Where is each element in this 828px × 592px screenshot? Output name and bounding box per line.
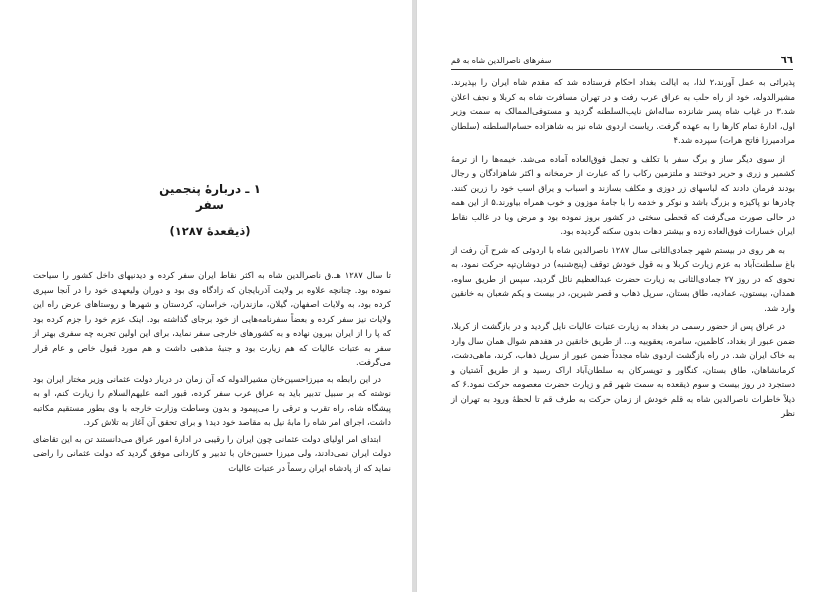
paragraph: از سوی دیگر ساز و برگ سفر با تکلف و تجمل فوق‌العاده آماده می‌شد. خیمه‌ها را از ترمهٔ کشمیر و زری و حریر دوختند و ملتزمین رکاب را که عبارت از حرمخانه و اکثر شاهزادگان و رجال بودند فرمان دادند که لباسهای زر دوزی و مکلف بسازند و اسباب و یراق اسب خود را زرین کنند. چادرها نو پاکیزه و بزرگ باشد و نوکر و خدمه را با جامهٔ موزون و خوب همراه بیاورند.۵ از این همه در حالی صورت می‌گرفت که قحطی سختی در کشور بروز نموده بود و مرض وبا در غالب نقاط ایران خسارات فوق‌العاده زده و بیشتر دهات بدون سکنه گردیده بود.	[451, 153, 796, 236]
chapter-subtitle: (ذیقعدهٔ ۱۲۸۷)	[169, 224, 251, 238]
right-page	[416, 0, 828, 592]
paragraph: به هر روی در بیستم شهر جمادی‌الثانی سال ۱۲۸۷ ناصرالدین شاه با اردوئی که شرح آن رفت از باغ سلطنت‌آباد به عزم زیارت کربلا و به قول خودش توقف (پنج‌شنبه) در دوشان‌تپه حرکت نمود، به نحوی که در روز ۲۷ جمادی‌الثانی به زیارت حضرت عبدالعظیم نائل گردید، سپس از طریق ساوه، همدان، بیستون، عمادیه، طاق بستان، سرپل ذهاب و قصر شیرین، در بیست و یکم شعبان به خانقین وارد شد.	[451, 244, 795, 313]
page-number: ٦٦	[780, 55, 793, 66]
paragraph: در این رابطه به میرزاحسین‌خان مشیرالدوله که آن زمان در دربار دولت عثمانی وزیر مختار ایران بود نوشته که بر سبیل تدبیر باید به عراق عرب سفر کرده، قبور ائمه علیهم‌السلام را زیارت کنم، او به پیشگاه شاه، راه تقرب و ترقی را می‌پیمود و بدون وساطت وزارت خارجه با وی بطور مستقیم مکاتبه داشت، اجرای امر شاه را مابهٔ نیل به مقاصد خود دید۱ و برای تحقق آن آغاز به تلاش کرد.	[33, 373, 391, 427]
page-header	[451, 55, 793, 69]
left-page	[0, 0, 413, 592]
header-rule	[451, 69, 793, 70]
paragraph: ابتدای امر اولیای دولت عثمانی چون ایران را رقیبی در ادارهٔ امور عراق می‌دانستند تن به این تقاضای دولت ایران نمی‌دادند، ولی میرزا حسین‌خان با تدبیر و کاردانی موفق گردید که دولت عثمانی را راضی نماید که از پادشاه ایران رسماً در عتبات عالیات	[33, 433, 391, 473]
paragraph: تا سال ۱۲۸۷ هـ.ق ناصرالدین شاه به اکثر نقاط ایران سفر کرده و دیدنیهای داخل کشور را سیاحت نموده بود. چنانچه علاوه بر ولایت آذربایجان که زادگاه وی بود و دوران ولیعهدی خود را در آنجا سپری کرده بود، به ولایات اصفهان، گیلان، مازندران، خراسان، کردستان و شهرها و روستاهای عرض راه این ولایات نیز سفر کرده و بعضاً سفرنامه‌هایی از خود برجای گذاشته بود. اینک عزم خود را جزم کرده بود که پا را از ایران بیرون نهاده و به کشورهای خارجی سفر نماید، برای این اولین تجربه چه سفری بهتر از سفر به عتبات عالیات که هم زیارت بود و جنبهٔ مذهبی داشت و هم مورد قبول خاص و عام قرار می‌گرفت.	[33, 270, 391, 367]
paragraph: پذیرائی به عمل آورند،۲ لذا، به ایالت بغداد احکام فرستاده شد که مقدم شاه ایران را بپذیرند. مشیرالدوله، خود از راه حلب به عراق عرب رفت و در تهران مسافرت شاه به کربلا و نجف اعلان شد.۳ در غیاب شاه پسر شانزده ساله‌اش نایب‌السلطنه گردید و مستوفی‌الممالک به سمت وزیر اول، ادارهٔ تمام کارها را به عهده گرفت. ریاست اردوی شاه نیز به شاهزاده حسام‌السلطنه (سلطان مرادمیرزا فاتح هرات) سپرده شد.۴	[451, 77, 796, 145]
left-page-body	[33, 268, 391, 475]
right-page-body	[451, 75, 795, 421]
chapter-heading	[150, 181, 270, 239]
chapter-title: ۱ ـ دربارهٔ پنجمین سفر	[159, 182, 261, 212]
running-head: سفرهای ناصرالدین شاه به قم	[451, 56, 552, 65]
paragraph: در عراق پس از حضور رسمی در بغداد به زیارت عتبات عالیات نایل گردید و در بازگشت از کربلا، ضمن عبور از بغداد، کاظمین، سامره، یعقوبیه و... از طریق خانقین در هفدهم شوال همان سال وارد به خاک ایران شد. در راه بازگشت اردوی شاه مجدداً ضمن عبور از سرپل ذهاب، کرند، ماهی‌دشت، کرمانشاهان، طاق بستان، کنگاور و تویسرکان به سلطان‌آباد اراک رسید و از طریق آشتیان و دستجرد در روز بیست و سوم ذیقعده به سمت شهر قم و زیارت حضرت معصومه حرکت نمود.۶ که ذیلاً خاطرات ناصرالدین شاه به قلم خودش از زمان حرکت به طرف قم تا لحظهٔ ورود به تهران از نظر	[451, 321, 796, 418]
